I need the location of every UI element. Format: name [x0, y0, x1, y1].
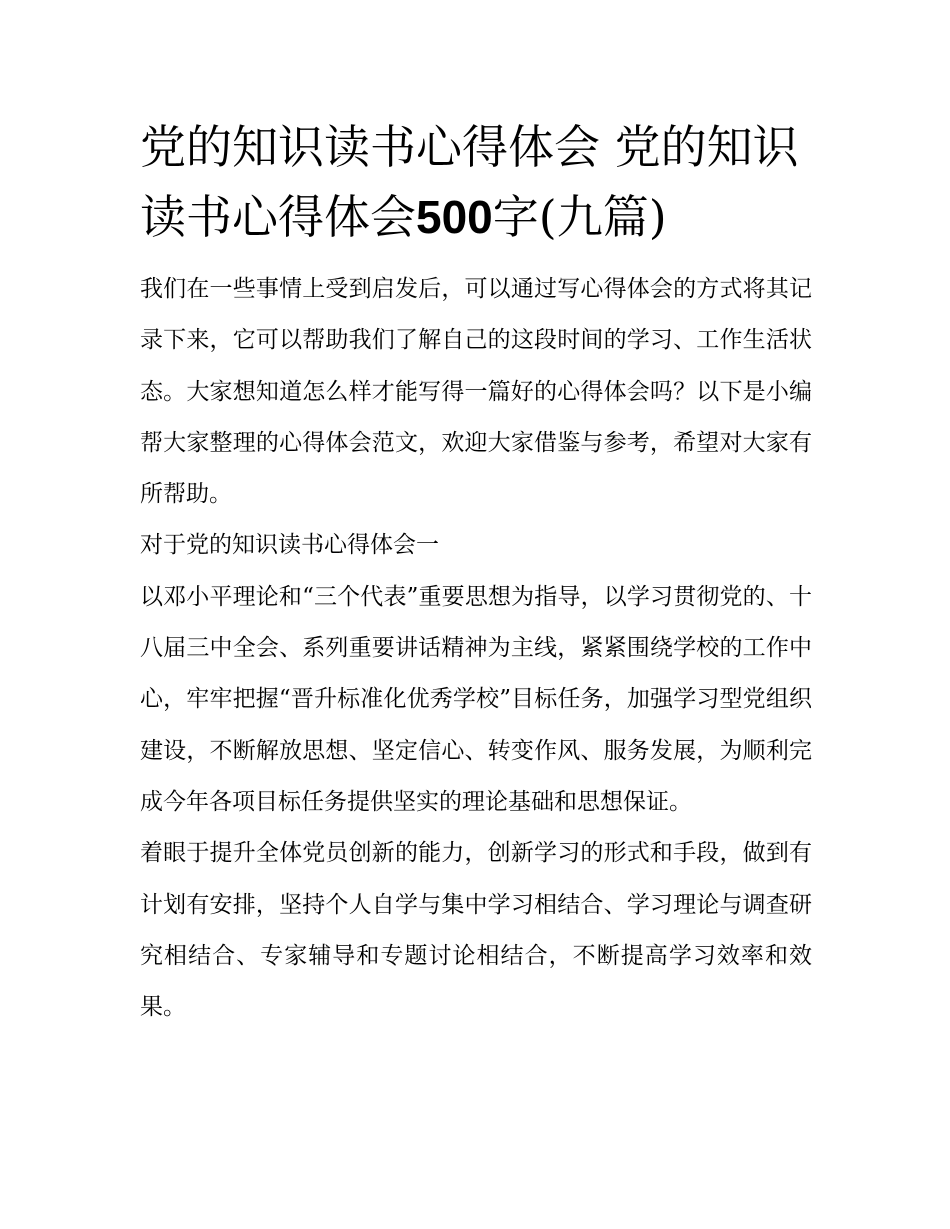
section-heading: 对于党的知识读书心得体会一: [140, 532, 439, 559]
document-title: [140, 112, 812, 252]
title-suffix: 字(九篇): [492, 190, 667, 244]
body-paragraph-1: 以邓小平理论和“三个代表”重要思想为指导，以学习贯彻党的、十八届三中全会、系列重要讲话精神为主线，紧紧围绕学校的工作中心，牢牢把握“晋升标准化优秀学校”目标任务，加强学习型党组织建设，不断解放思想、坚定信心、转变作风、服务发展，为顺利完成今年各项目标任务提供坚实的理论基础和思想保证。: [140, 583, 812, 815]
document-page: [140, 112, 812, 1033]
title-number: 500: [416, 191, 493, 243]
intro-paragraph: 我们在一些事情上受到启发后，可以通过写心得体会的方式将其记录下来，它可以帮助我们了解自己的这段时间的学习、工作生活状态。大家想知道怎么样才能写得一篇好的心得体会吗？以下是小编帮大家整理的心得体会范文，欢迎大家借鉴与参考，希望对大家有所帮助。: [140, 276, 812, 508]
body-paragraph-2: 着眼于提升全体党员创新的能力，创新学习的形式和手段，做到有计划有安排，坚持个人自学与集中学习相结合、学习理论与调查研究相结合、专家辅导和专题讨论相结合，不断提高学习效率和效果。: [140, 840, 812, 1021]
title-text: 党的知识读书心得体会 党的知识读书心得体会: [140, 120, 799, 244]
